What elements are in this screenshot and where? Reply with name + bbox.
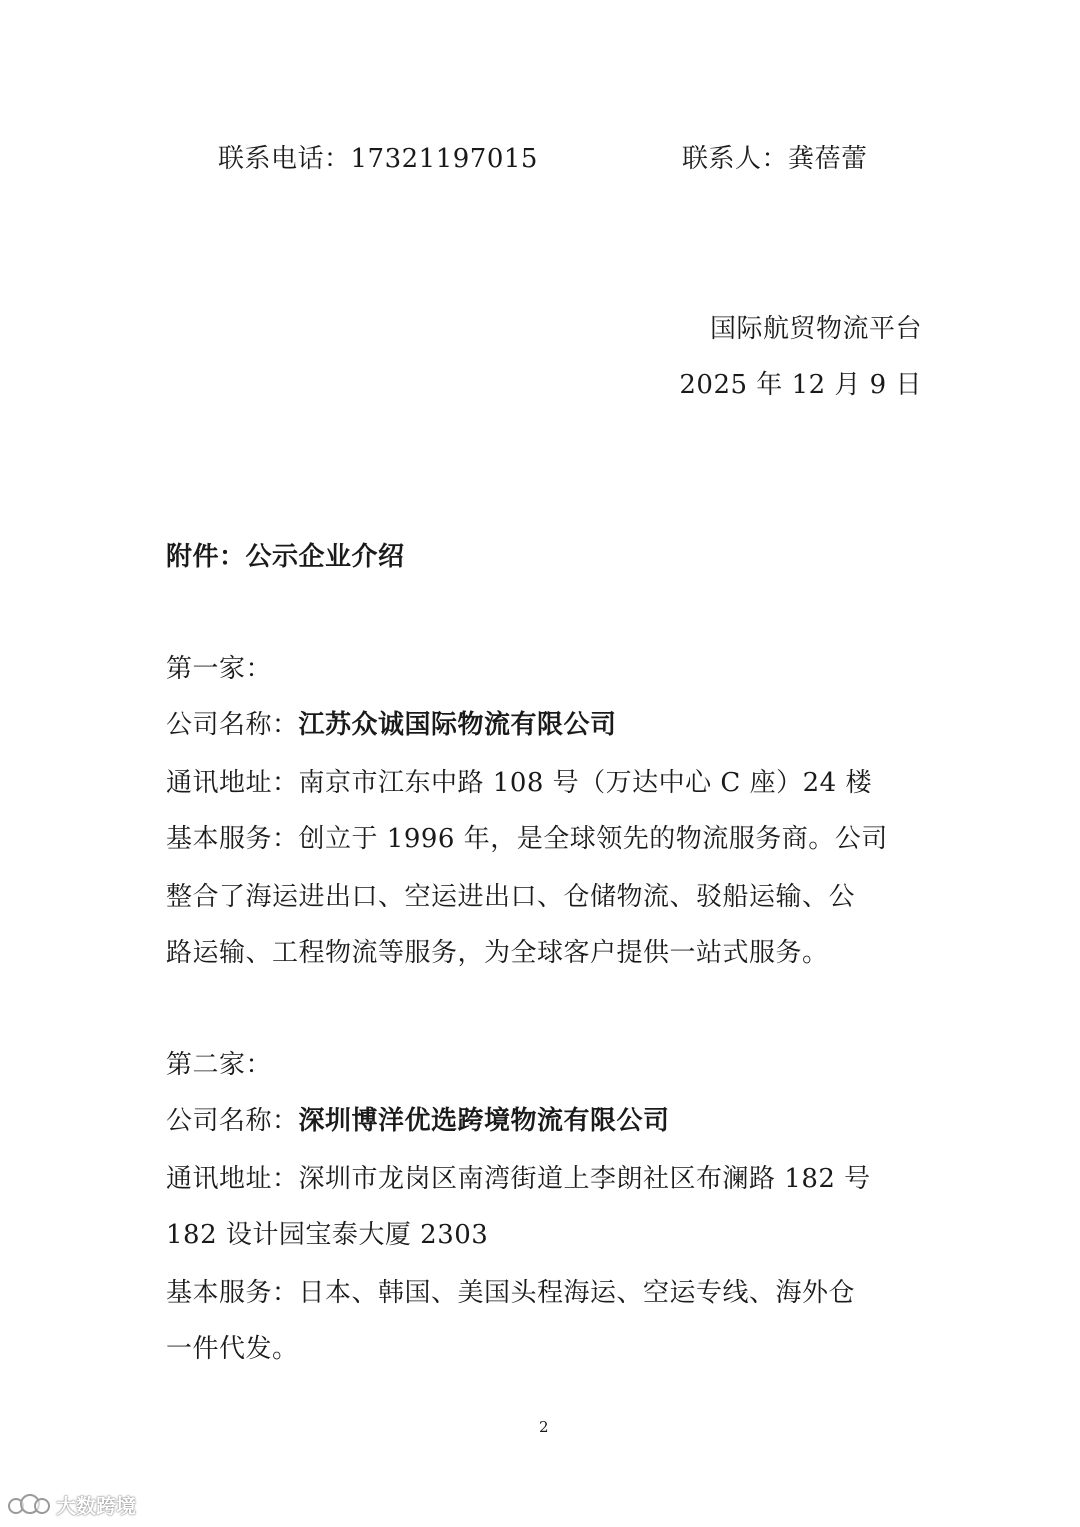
company-1-name-label: 公司名称：: [166, 710, 299, 740]
company-2-address-line-2: 182 设计园宝泰大厦 2303: [166, 1220, 489, 1250]
company-1-index: 第一家：: [166, 654, 273, 684]
company-2-name-label: 公司名称：: [166, 1106, 299, 1136]
company-2-index: 第二家：: [166, 1050, 273, 1080]
company-2-service-line-2: 一件代发。: [166, 1334, 299, 1364]
signature-date: 2025 年 12 月 9 日: [679, 370, 922, 400]
company-2-service-label: 基本服务：: [166, 1278, 299, 1308]
contact-person-label: 联系人：: [682, 144, 789, 174]
company-1-service-label: 基本服务：: [166, 824, 299, 854]
contact-phone-label: 联系电话：: [218, 144, 351, 174]
company-2-address-line-1: 深圳市龙岗区南湾街道上李朗社区布澜路 182 号: [298, 1164, 871, 1194]
company-1-address-line-1: 南京市江东中路 108 号（万达中心 C 座）24 楼: [298, 768, 872, 798]
company-1-service-line-2: 整合了海运进出口、空运进出口、仓储物流、驳船运输、公: [166, 882, 856, 912]
company-1-service-row: [166, 822, 888, 856]
contact-phone: [218, 142, 538, 176]
company-2-name-row: [166, 1104, 670, 1138]
watermark: [8, 1490, 136, 1519]
company-1-address-label: 通讯地址：: [166, 768, 299, 798]
company-1-service-line-3: 路运输、工程物流等服务，为全球客户提供一站式服务。: [166, 938, 829, 968]
page-number: 2: [539, 1418, 549, 1436]
attachment-title: 附件：公示企业介绍: [166, 542, 405, 572]
company-2-address-label: 通讯地址：: [166, 1164, 299, 1194]
company-1-name: 江苏众诚国际物流有限公司: [298, 710, 617, 740]
contact-person: [682, 142, 868, 176]
company-1-address-row: [166, 766, 872, 800]
signature-org: 国际航贸物流平台: [709, 314, 922, 344]
company-2-service-line-1: 日本、韩国、美国头程海运、空运专线、海外仓: [298, 1278, 856, 1308]
contact-phone-value: 17321197015: [350, 144, 538, 174]
company-2-address-row: [166, 1162, 871, 1196]
company-2-name: 深圳博洋优选跨境物流有限公司: [298, 1106, 670, 1136]
company-1-service-line-1: 创立于 1996 年，是全球领先的物流服务商。公司: [298, 824, 888, 854]
company-2-service-row: [166, 1276, 855, 1310]
contact-person-value: 龚蓓蕾: [788, 144, 868, 174]
weibo-dots-logo-icon: [8, 1492, 50, 1518]
watermark-text: 大数跨境: [56, 1494, 136, 1518]
company-1-name-row: [166, 708, 617, 742]
